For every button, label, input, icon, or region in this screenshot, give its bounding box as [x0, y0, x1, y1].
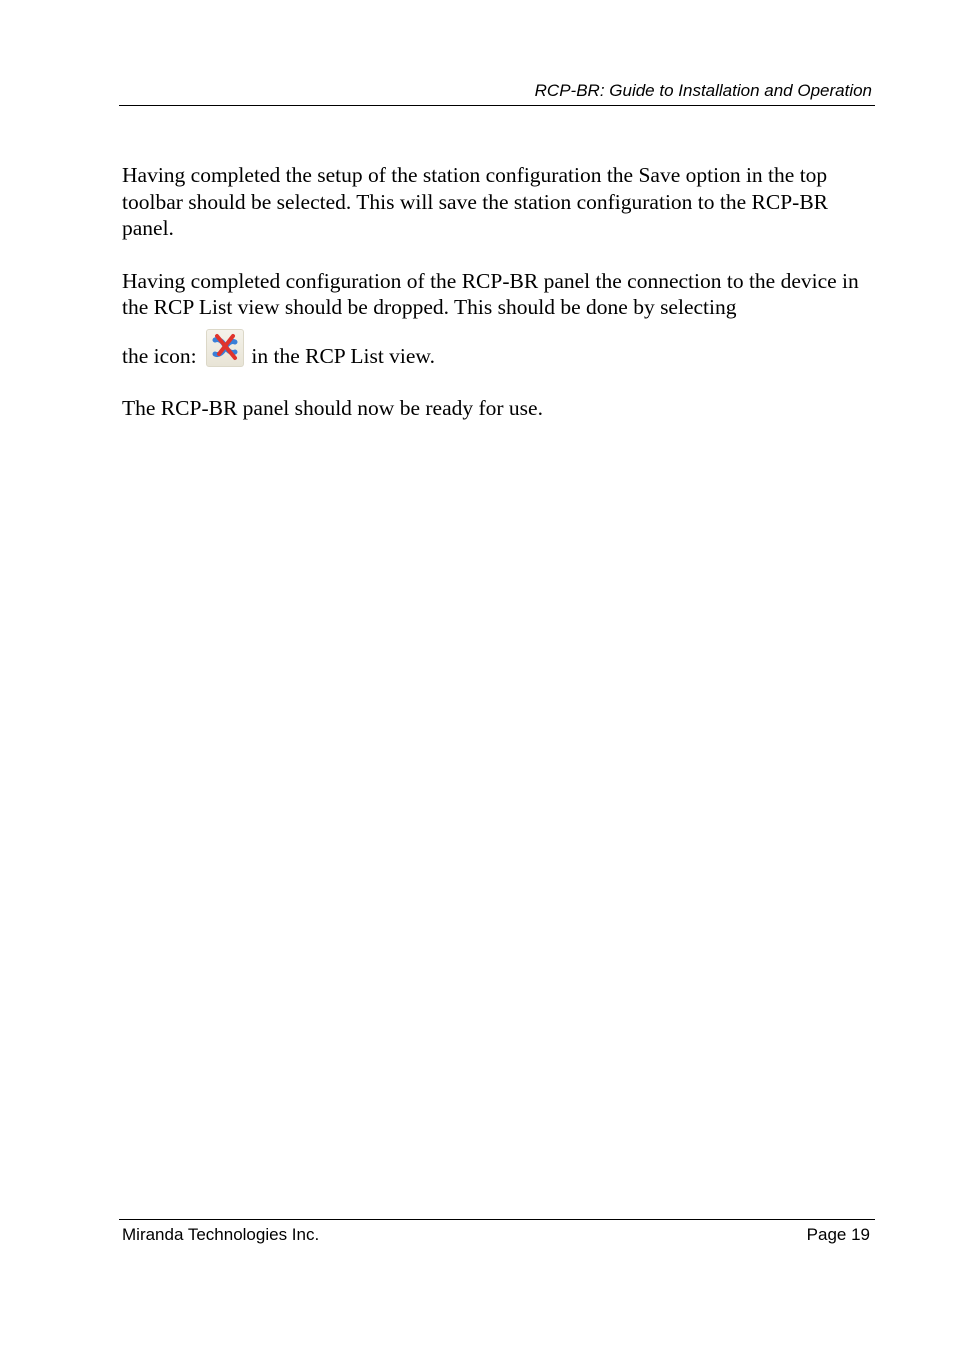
page-number: Page 19 — [806, 1225, 870, 1244]
paragraph-drop-connection-text: Having completed configuration of the RCP-BR panel the connection to the device in the RCP List view should be dropped. This should be done by selecting — [122, 268, 859, 319]
document-title: RCP-BR: Guide to Installation and Operation — [534, 81, 872, 100]
paragraph-ready: The RCP-BR panel should now be ready for use. — [122, 396, 543, 420]
paragraph-drop-connection — [122, 268, 874, 370]
disconnect-icon — [206, 329, 244, 367]
icon-line — [122, 329, 435, 370]
paragraph-save-config: Having completed the setup of the station configuration the Save option in the top toolbar should be selected. This will save the station configuration to the RCP-BR panel. — [122, 163, 829, 240]
icon-suffix-text: in the RCP List view. — [251, 343, 435, 368]
page-footer — [119, 1219, 875, 1250]
page-header — [119, 80, 875, 106]
body-content — [122, 162, 874, 448]
footer-company: Miranda Technologies Inc. — [122, 1225, 320, 1244]
icon-prefix-text: the icon: — [122, 343, 197, 368]
